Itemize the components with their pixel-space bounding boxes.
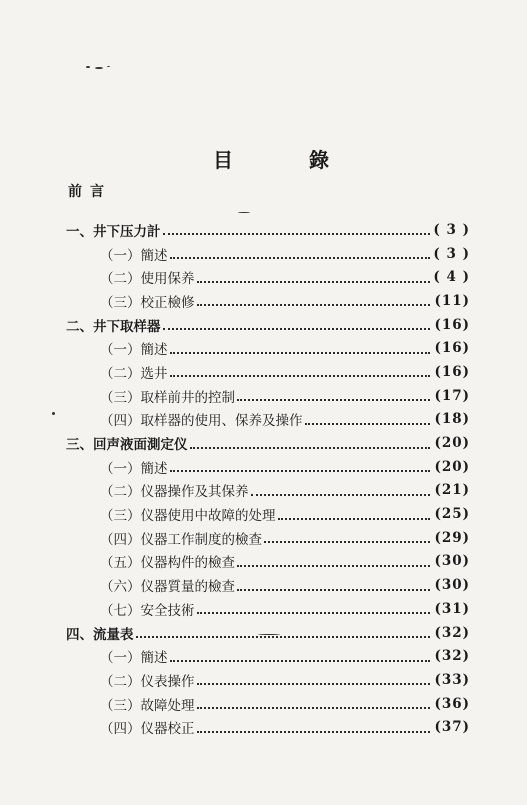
toc-section-entry — [66, 644, 470, 668]
dot-leader — [197, 599, 431, 614]
dot-leader — [163, 315, 431, 330]
toc-chapter-entry — [66, 431, 470, 455]
dot-leader — [170, 647, 431, 662]
toc-page-number: (11) — [434, 292, 470, 309]
toc-entry-label: （七）安全技術 — [100, 602, 195, 619]
dot-leader — [170, 339, 431, 354]
scan-speck — [95, 67, 103, 69]
toc-page-number: ( 3 ) — [433, 245, 470, 262]
toc-page-number: (29) — [434, 529, 470, 546]
toc-page-number: (33) — [434, 671, 470, 688]
toc-page-number: (18) — [434, 411, 470, 428]
toc-page-number: (32) — [434, 648, 470, 665]
toc-page-number: (32) — [434, 624, 470, 641]
dot-leader — [237, 576, 430, 591]
toc-entry-label: （四）取样器的使用、保养及操作 — [100, 413, 303, 430]
toc-page-number: ( 4 ) — [433, 269, 470, 286]
dot-leader — [278, 505, 431, 520]
toc-entry-label: （一）簡述 — [100, 460, 168, 477]
dot-leader — [197, 670, 431, 685]
toc-heading — [0, 144, 527, 172]
toc-entry-label: （三）校正檢修 — [100, 294, 195, 311]
toc-entry-label: （六）仪器質量的檢查 — [100, 579, 235, 596]
toc-section-entry — [66, 289, 470, 313]
toc-page-number: (31) — [434, 600, 470, 617]
toc-section-entry — [66, 455, 470, 479]
dot-leader — [237, 552, 430, 567]
toc-entry-label: （一）簡述 — [100, 342, 168, 359]
toc-section-entry — [66, 502, 470, 526]
toc-page-number: (17) — [434, 387, 470, 404]
toc-page-number: (16) — [434, 363, 470, 380]
toc-section-entry — [66, 265, 470, 289]
toc-section-entry — [66, 668, 470, 692]
toc-page-number: (30) — [434, 553, 470, 570]
toc-page-number: (25) — [434, 506, 470, 523]
scan-speck — [238, 212, 250, 213]
toc-entry-label: （一）簡述 — [100, 650, 168, 667]
toc-chapter-entry — [66, 621, 470, 645]
toc-section-entry — [66, 242, 470, 266]
toc-page-number: (16) — [434, 316, 470, 333]
toc-section-entry — [66, 384, 470, 408]
toc-section-entry — [66, 692, 470, 716]
dot-leader — [197, 694, 431, 709]
dot-leader — [190, 434, 431, 449]
toc-section-entry — [66, 479, 470, 503]
toc-entry-label: 四、流量表 — [66, 626, 134, 643]
toc-section-entry — [66, 550, 470, 574]
toc-entry-label: 三、回声液面測定仪 — [66, 437, 188, 454]
toc-entry-label: （三）故障处理 — [100, 697, 195, 714]
table-of-contents — [66, 218, 470, 739]
toc-entry-label: （二）选井 — [100, 365, 168, 382]
dot-leader — [170, 457, 431, 472]
dot-leader — [170, 244, 431, 259]
toc-page-number: (37) — [434, 719, 470, 736]
toc-entry-label: （二）使用保养 — [100, 271, 195, 288]
toc-section-entry — [66, 336, 470, 360]
toc-entry-label: 二、井下取样器 — [66, 318, 161, 335]
toc-entry-label: （四）仪器校正 — [100, 721, 195, 738]
toc-section-entry — [66, 597, 470, 621]
toc-page-number: (16) — [434, 340, 470, 357]
dot-leader — [163, 220, 431, 235]
scan-speck — [107, 66, 110, 67]
dot-leader — [264, 528, 430, 543]
toc-entry-label: （一）簡述 — [100, 247, 168, 264]
toc-page-number: (20) — [434, 458, 470, 475]
toc-section-entry — [66, 360, 470, 384]
toc-section-entry — [66, 526, 470, 550]
toc-heading-char-1: 目 — [213, 148, 233, 172]
toc-entry-label: （二）仪表操作 — [100, 673, 195, 690]
dot-leader — [170, 362, 431, 377]
dot-leader — [197, 291, 431, 306]
toc-section-entry — [66, 573, 470, 597]
scan-speck — [86, 66, 90, 68]
toc-page-number: ( 3 ) — [433, 221, 470, 238]
dot-leader — [197, 718, 431, 733]
toc-heading-char-2: 錄 — [309, 148, 329, 172]
toc-chapter-entry — [66, 313, 470, 337]
dot-leader — [197, 268, 431, 283]
toc-page-number: (20) — [434, 435, 470, 452]
dot-leader — [237, 386, 430, 401]
toc-page-number: (36) — [434, 695, 470, 712]
toc-entry-label: （四）仪器工作制度的檢查 — [100, 531, 262, 548]
dot-leader — [305, 410, 431, 425]
toc-page-number: (21) — [434, 482, 470, 499]
toc-entry-label: （三）仪器使用中故障的处理 — [100, 508, 276, 525]
toc-entry-label: （五）仪器构件的檢查 — [100, 555, 235, 572]
scan-speck — [52, 412, 55, 415]
toc-entry-label: （二）仪器操作及其保养 — [100, 484, 249, 501]
toc-entry-label: 一、井下压力計 — [66, 223, 161, 240]
toc-section-entry — [66, 715, 470, 739]
toc-entry-label: （三）取样前井的控制 — [100, 389, 235, 406]
toc-chapter-entry — [66, 218, 470, 242]
preface-heading: 前言 — [68, 184, 112, 200]
toc-page-number: (30) — [434, 577, 470, 594]
toc-section-entry — [66, 408, 470, 432]
dot-leader — [136, 623, 431, 638]
dot-leader — [251, 481, 431, 496]
